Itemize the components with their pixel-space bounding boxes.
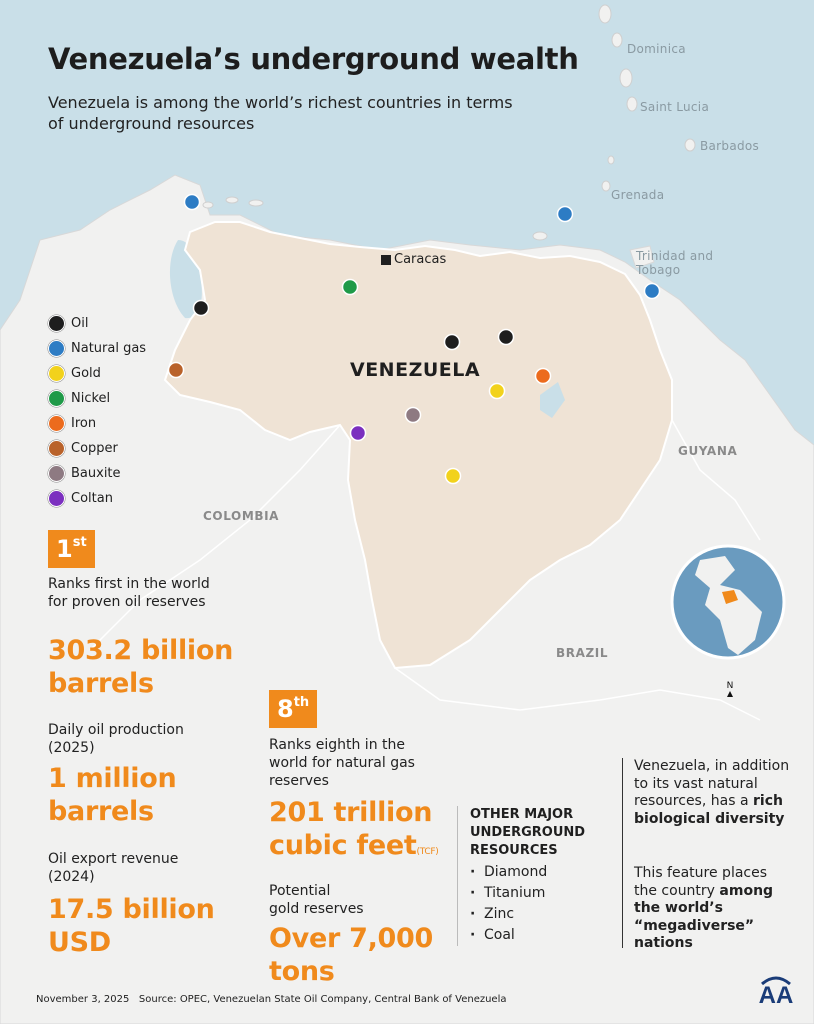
legend-label: Gold: [71, 366, 101, 381]
oil-reserves-line2: barrels: [48, 668, 154, 699]
biodiversity-text-1: [634, 758, 794, 828]
page-title: Venezuela’s underground wealth: [48, 42, 579, 76]
natural-gas-swatch: [48, 340, 65, 357]
legend-item-copper: [48, 436, 146, 461]
iron-swatch: [48, 415, 65, 432]
legend-label: Natural gas: [71, 341, 147, 356]
oil-reserves-value: [48, 634, 233, 700]
copper-swatch: [48, 440, 65, 457]
bio-p2-a: This feature places the country: [634, 865, 768, 899]
divider: [622, 758, 623, 948]
grenada-label: Grenada: [611, 188, 665, 202]
gold-marker: [446, 469, 461, 484]
gold-value-line1: Over 7,000: [269, 923, 433, 954]
other-title-line3: RESOURCES: [470, 843, 558, 858]
venezuela-label: VENEZUELA: [350, 359, 481, 381]
export-label-line2: (2024): [48, 869, 95, 885]
caracas-label: Caracas: [394, 252, 447, 267]
gas-rank-description: Ranks eighth in the world for natural gas reserves: [269, 737, 415, 789]
gold-swatch: [48, 365, 65, 382]
legend-item-bauxite: [48, 461, 146, 486]
legend-label: Nickel: [71, 391, 111, 406]
legend: [48, 311, 146, 511]
production-label: [48, 721, 184, 757]
list-item: · Coal: [470, 925, 547, 946]
legend-item-coltan: [48, 486, 146, 511]
page-subtitle: Venezuela is among the world’s richest countries in terms of underground resources: [48, 93, 513, 133]
production-value-line2: barrels: [48, 796, 154, 827]
nickel-marker: [343, 280, 358, 295]
north-label: N: [726, 681, 734, 691]
brazil-label: BRAZIL: [556, 646, 609, 660]
copper-marker: [169, 363, 184, 378]
legend-item-iron: [48, 411, 146, 436]
natural-gas-marker: [645, 284, 660, 299]
nickel-swatch: [48, 390, 65, 407]
export-value-line2: USD: [48, 927, 111, 958]
legend-label: Iron: [71, 416, 97, 431]
biodiversity-text-2: [634, 865, 794, 953]
oil-rank-suffix: st: [72, 535, 87, 550]
oil-rank-badge: [48, 530, 95, 568]
legend-item-gold: [48, 361, 146, 386]
saint-lucia-label: Saint Lucia: [640, 100, 710, 114]
production-value: [48, 762, 176, 828]
bio-p2-b: among the world’s “megadiverse” nations: [634, 882, 774, 951]
other-resources-title: [470, 806, 585, 860]
legend-item-oil: [48, 311, 146, 336]
export-label: [48, 850, 178, 886]
oil-reserves-line1: 303.2 billion: [48, 635, 234, 666]
north-arrow-icon: [725, 681, 735, 697]
export-value-line1: 17.5 billion: [48, 894, 215, 925]
gas-rank-suffix: th: [293, 695, 310, 710]
gold-label: [269, 882, 364, 918]
gas-reserves-line2: cubic feet: [269, 830, 417, 861]
export-label-line1: Oil export revenue: [48, 851, 179, 867]
oil-rank-description: Ranks first in the world for proven oil reserves: [48, 576, 210, 610]
aa-logo-text: AA: [758, 982, 794, 1009]
other-title-line2: UNDERGROUND: [470, 825, 586, 840]
colombia-label: COLOMBIA: [203, 509, 280, 523]
oil-marker: [499, 330, 514, 345]
bauxite-swatch: [48, 465, 65, 482]
gas-rank-badge: [269, 690, 317, 728]
legend-item-natural-gas: [48, 336, 146, 361]
other-resources-list: [470, 862, 547, 946]
divider: [457, 806, 458, 946]
gas-reserves-value: [269, 796, 438, 869]
caracas-marker: [381, 255, 391, 265]
footer: [36, 994, 507, 1005]
gold-label-line2: gold reserves: [269, 901, 364, 917]
gold-marker: [490, 384, 505, 399]
bio-p1-b: rich biological diversity: [634, 793, 785, 827]
iron-marker: [536, 369, 551, 384]
bauxite-marker: [406, 408, 421, 423]
production-value-line1: 1 million: [48, 763, 177, 794]
legend-label: Copper: [71, 441, 118, 456]
legend-label: Coltan: [71, 491, 113, 506]
natural-gas-marker: [558, 207, 573, 222]
legend-item-nickel: [48, 386, 146, 411]
guyana-label: GUYANA: [678, 444, 738, 458]
oil-marker: [194, 301, 209, 316]
gold-value: [269, 922, 433, 988]
dominica-label: Dominica: [627, 42, 686, 56]
list-item: · Zinc: [470, 904, 547, 925]
oil-swatch: [48, 315, 65, 332]
coltan-marker: [351, 426, 366, 441]
production-label-line1: Daily oil production: [48, 722, 184, 738]
legend-label: Oil: [71, 316, 89, 331]
trinidad-label: Trinidad and Tobago: [636, 249, 714, 277]
gas-reserves-line1: 201 trillion: [269, 797, 433, 828]
aa-logo-icon: [756, 972, 796, 1010]
oil-rank-number: 1: [56, 535, 73, 563]
production-label-line2: (2025): [48, 740, 95, 756]
gold-label-line1: Potential: [269, 883, 331, 899]
list-item: · Titanium: [470, 883, 547, 904]
list-item: · Diamond: [470, 862, 547, 883]
gas-rank-number: 8: [277, 695, 294, 723]
gas-unit: (TCF): [416, 847, 439, 857]
footer-source: Source: OPEC, Venezuelan State Oil Company, Central Bank of Venezuela: [138, 994, 507, 1005]
footer-date: November 3, 2025: [36, 994, 130, 1005]
bio-p1-a: Venezuela, in addition to its vast natural resources, has a: [634, 758, 790, 809]
coltan-swatch: [48, 490, 65, 507]
export-value: [48, 893, 215, 959]
other-title-line1: OTHER MAJOR: [470, 807, 574, 822]
gold-value-line2: tons: [269, 956, 335, 987]
oil-marker: [445, 335, 460, 350]
natural-gas-marker: [185, 195, 200, 210]
legend-label: Bauxite: [71, 466, 121, 481]
barbados-label: Barbados: [700, 139, 760, 153]
